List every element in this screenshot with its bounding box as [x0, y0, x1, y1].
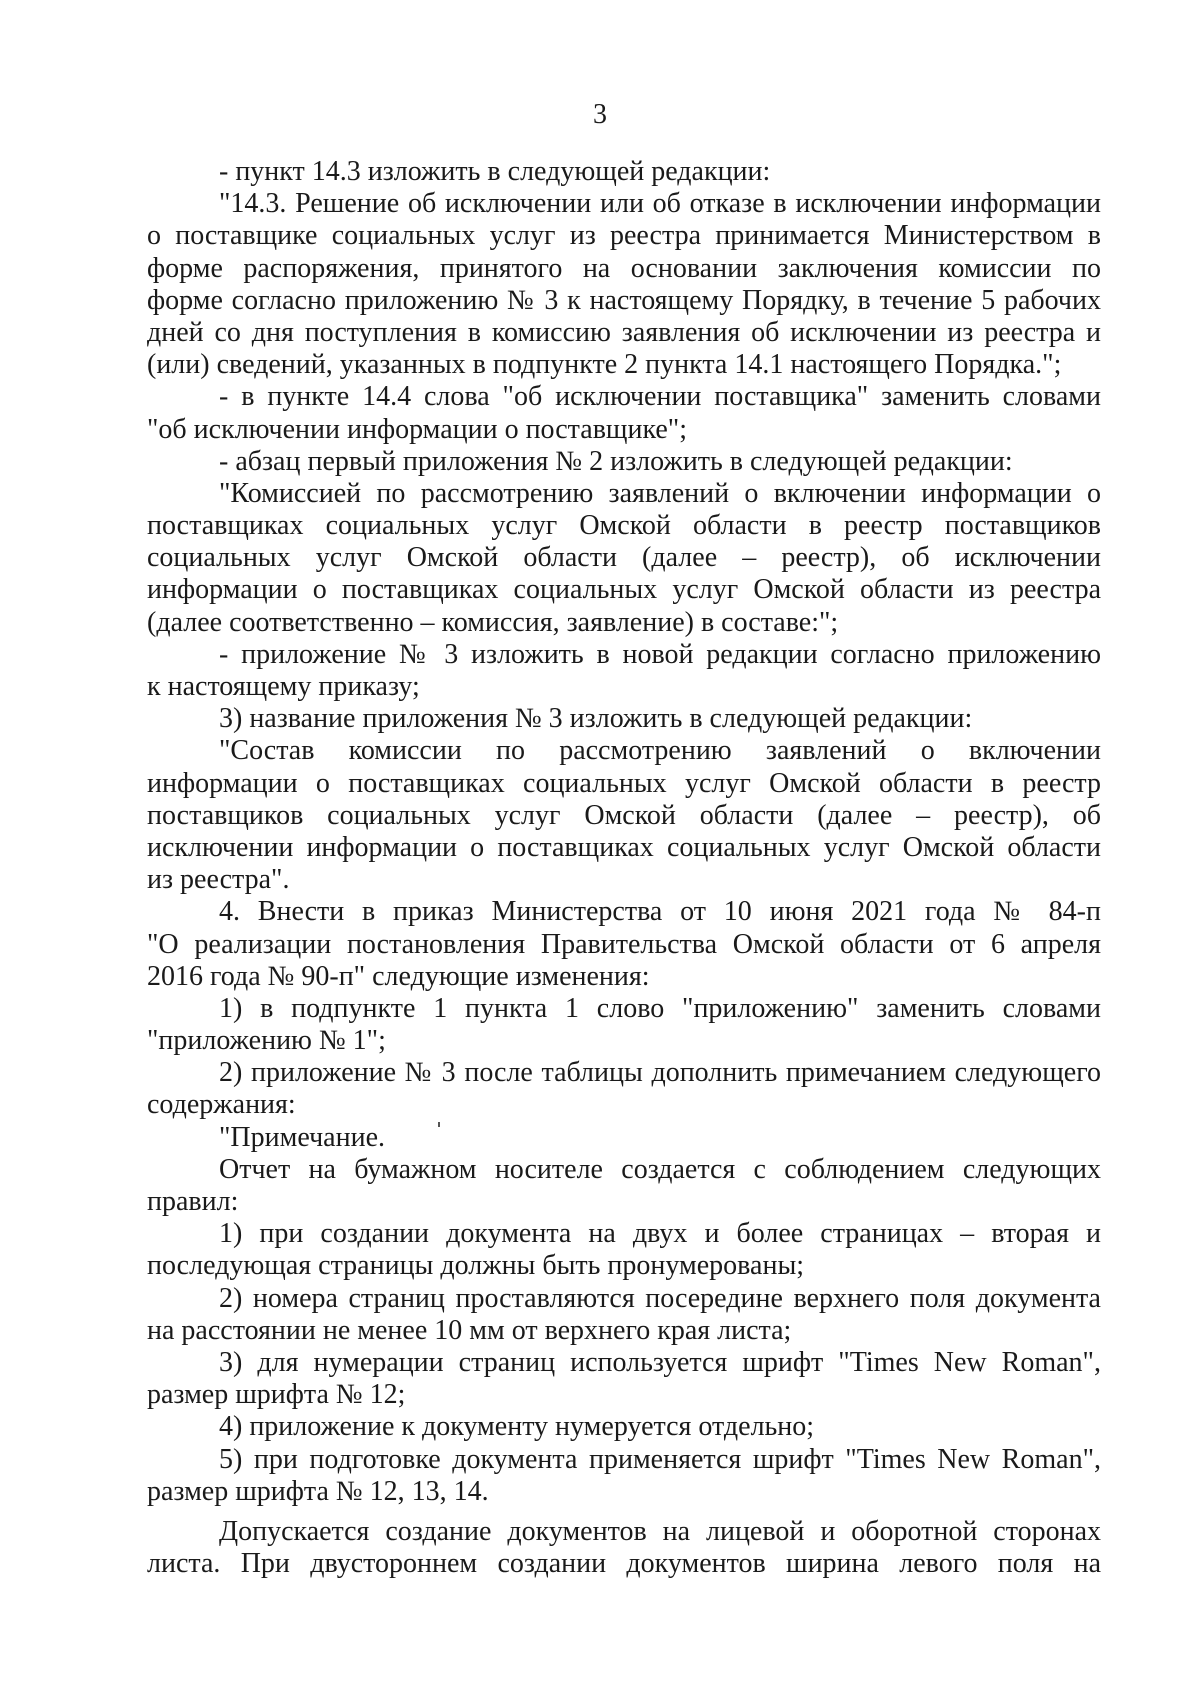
text-line: содержания: — [147, 1089, 296, 1121]
scan-speck — [438, 1122, 440, 1127]
text-line: из реестра". — [147, 864, 290, 896]
text-line: дней со дня поступления в комиссию заявления об исключении из реестра и — [147, 316, 1101, 348]
text-line: размер шрифта № 12, 13, 14. — [147, 1475, 489, 1507]
text-line: информации о поставщиках социальных услуг Омской области из реестра — [147, 574, 1101, 606]
text-line: "14.3. Решение об исключении или об отказе в исключении информации — [219, 188, 1101, 220]
text-line: 1) при создании документа на двух и более страницах – вторая и — [219, 1218, 1101, 1250]
text-line: поставщиках социальных услуг Омской области в реестр поставщиков — [147, 510, 1101, 542]
text-line: поставщиков социальных услуг Омской области (далее – реестр), об — [147, 799, 1101, 831]
text-line: информации о поставщиках социальных услуг Омской области в реестр — [147, 767, 1101, 799]
text-line: - приложение № 3 изложить в новой редакции согласно приложению — [219, 638, 1101, 670]
text-line: - пункт 14.3 изложить в следующей редакции: — [219, 156, 771, 187]
text-line: исключении информации о поставщиках социальных услуг Омской области — [147, 831, 1101, 863]
text-line: 2) приложение № 3 после таблицы дополнить примечанием следующего — [219, 1057, 1101, 1089]
text-line: - абзац первый приложения № 2 изложить в следующей редакции: — [219, 445, 1013, 477]
text-line: размер шрифта № 12; — [147, 1379, 406, 1411]
text-line: 1) в подпункте 1 пункта 1 слово "приложению" заменить словами — [219, 992, 1101, 1024]
text-line: 2016 года № 90-п" следующие изменения: — [147, 960, 650, 992]
text-line: (или) сведений, указанных в подпункте 2 пункта 14.1 настоящего Порядка."; — [147, 349, 1062, 381]
text-line: к настоящему приказу; — [147, 671, 420, 702]
text-line: 4. Внести в приказ Министерства от 10 июня 2021 года № 84-п — [219, 896, 1101, 928]
text-line: форме согласно приложению № 3 к настоящему Порядку, в течение 5 рабочих — [147, 284, 1101, 316]
text-line: - в пункте 14.4 слова "об исключении поставщика" заменить словами — [219, 381, 1101, 413]
page-number: 3 — [593, 99, 607, 130]
text-line: Допускается создание документов на лицевой и оборотной сторонах — [219, 1515, 1101, 1547]
text-line: листа. При двустороннем создании документов ширина левого поля на — [147, 1548, 1101, 1580]
text-line: форме распоряжения, принятого на основании заключения комиссии по — [147, 252, 1101, 284]
text-line: "приложению № 1"; — [147, 1025, 386, 1057]
text-line: (далее соответственно – комиссия, заявление) в составе:"; — [147, 606, 839, 638]
text-line: 3) для нумерации страниц используется шрифт "Times New Roman", — [219, 1346, 1101, 1378]
text-line: на расстоянии не менее 10 мм от верхнего края листа; — [147, 1314, 792, 1346]
document-body — [147, 156, 1101, 1580]
text-line: последующая страницы должны быть пронумерованы; — [147, 1250, 805, 1282]
text-line: о поставщике социальных услуг из реестра принимается Министерством в — [147, 220, 1101, 252]
paragraph-gap — [147, 1508, 1101, 1516]
text-line: "об исключении информации о поставщике"; — [147, 413, 687, 445]
text-line: 2) номера страниц проставляются посередине верхнего поля документа — [219, 1282, 1101, 1314]
text-line: Отчет на бумажном носителе создается с соблюдением следующих — [219, 1153, 1101, 1185]
text-line: "Примечание. — [219, 1121, 385, 1153]
text-line: "О реализации постановления Правительства Омской области от 6 апреля — [147, 928, 1101, 960]
text-line: 3) название приложения № 3 изложить в следующей редакции: — [219, 703, 973, 735]
text-line: социальных услуг Омской области (далее – реестр), об исключении — [147, 542, 1101, 574]
text-line: 4) приложение к документу нумеруется отдельно; — [219, 1411, 815, 1443]
text-line: "Комиссией по рассмотрению заявлений о включении информации о — [219, 477, 1101, 509]
text-line: "Состав комиссии по рассмотрению заявлений о включении — [219, 735, 1101, 767]
text-line: 5) при подготовке документа применяется шрифт "Times New Roman", — [219, 1443, 1101, 1475]
text-line: правил: — [147, 1186, 239, 1217]
